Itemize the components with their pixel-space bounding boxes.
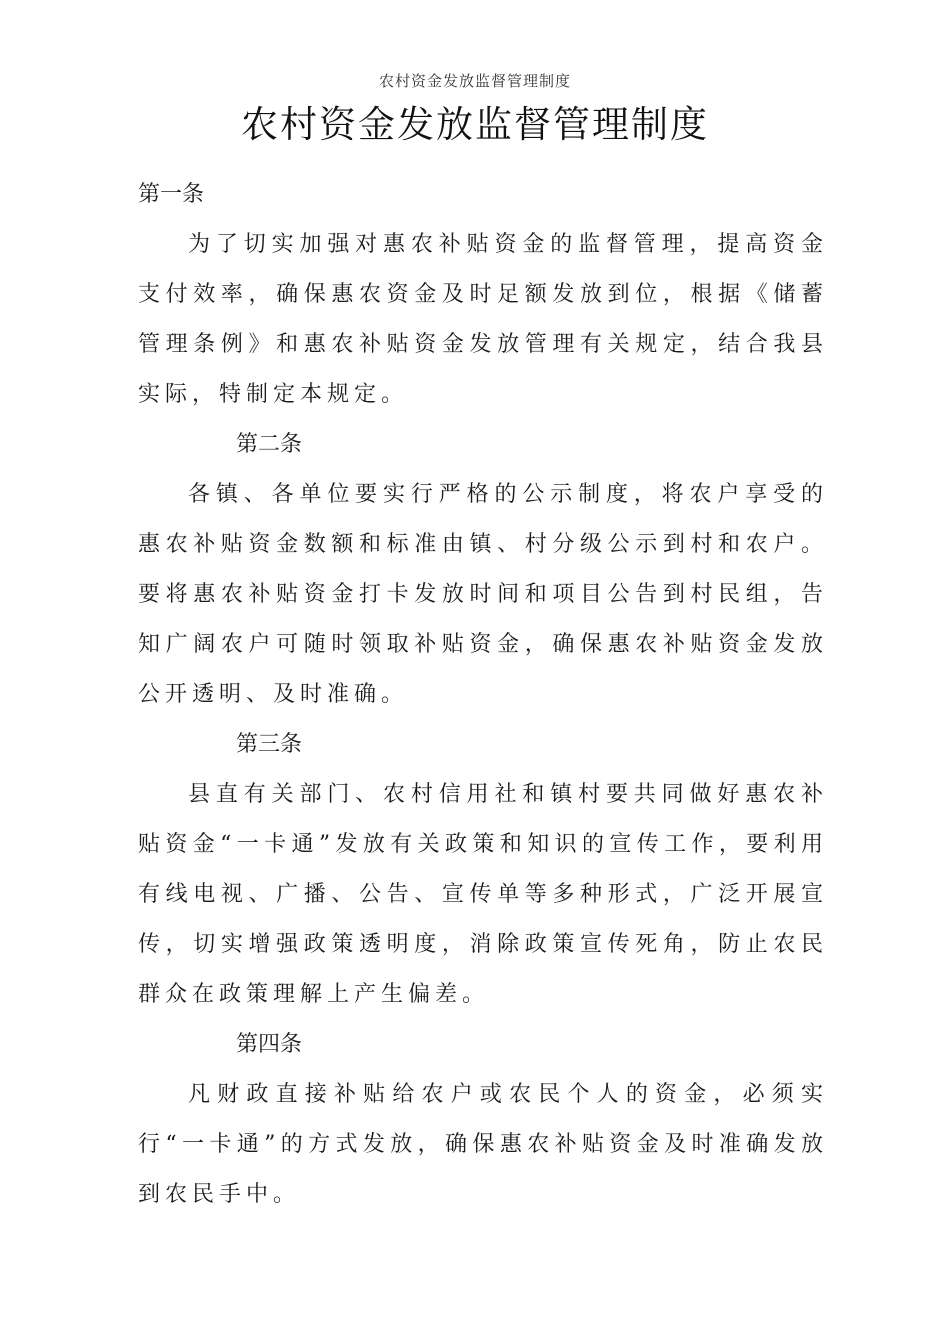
article-1-text: 为了切实加强对惠农补贴资金的监督管理，提高资金支付效率，确保惠农资金及时足额发放到位，根据《储蓄管理条例》和惠农补贴资金发放管理有关规定，结合我县实际，特制定本规定。 <box>138 232 828 407</box>
article-4-heading: 第四条 <box>236 1032 303 1057</box>
article-2-text: 各镇、各单位要实行严格的公示制度，将农户享受的惠农补贴资金数额和标准由镇、村分级公示到村和农户。要将惠农补贴资金打卡发放时间和项目公告到村民组，告知广阔农户可随时领取补贴资金，确保惠农补贴资金发放公开透明、及时准确。 <box>138 482 828 707</box>
running-header: 农村资金发放监督管理制度 <box>378 72 571 90</box>
article-3-heading: 第三条 <box>236 732 303 757</box>
article-2-heading: 第二条 <box>236 432 303 457</box>
article-1-heading: 第一条 <box>138 182 205 207</box>
article-3-text: 县直有关部门、农村信用社和镇村要共同做好惠农补贴资金“一卡通”发放有关政策和知识的宣传工作，要利用有线电视、广播、公告、宣传单等多种形式，广泛开展宣传，切实增强政策透明度，消除政策宣传死角，防止农民群众在政策理解上产生偏差。 <box>138 782 828 1007</box>
document-title: 农村资金发放监督管理制度 <box>241 103 709 146</box>
article-4-text: 凡财政直接补贴给农户或农民个人的资金，必须实行“一卡通”的方式发放，确保惠农补贴资金及时准确发放到农民手中。 <box>138 1082 828 1207</box>
document-body <box>138 170 828 1220</box>
